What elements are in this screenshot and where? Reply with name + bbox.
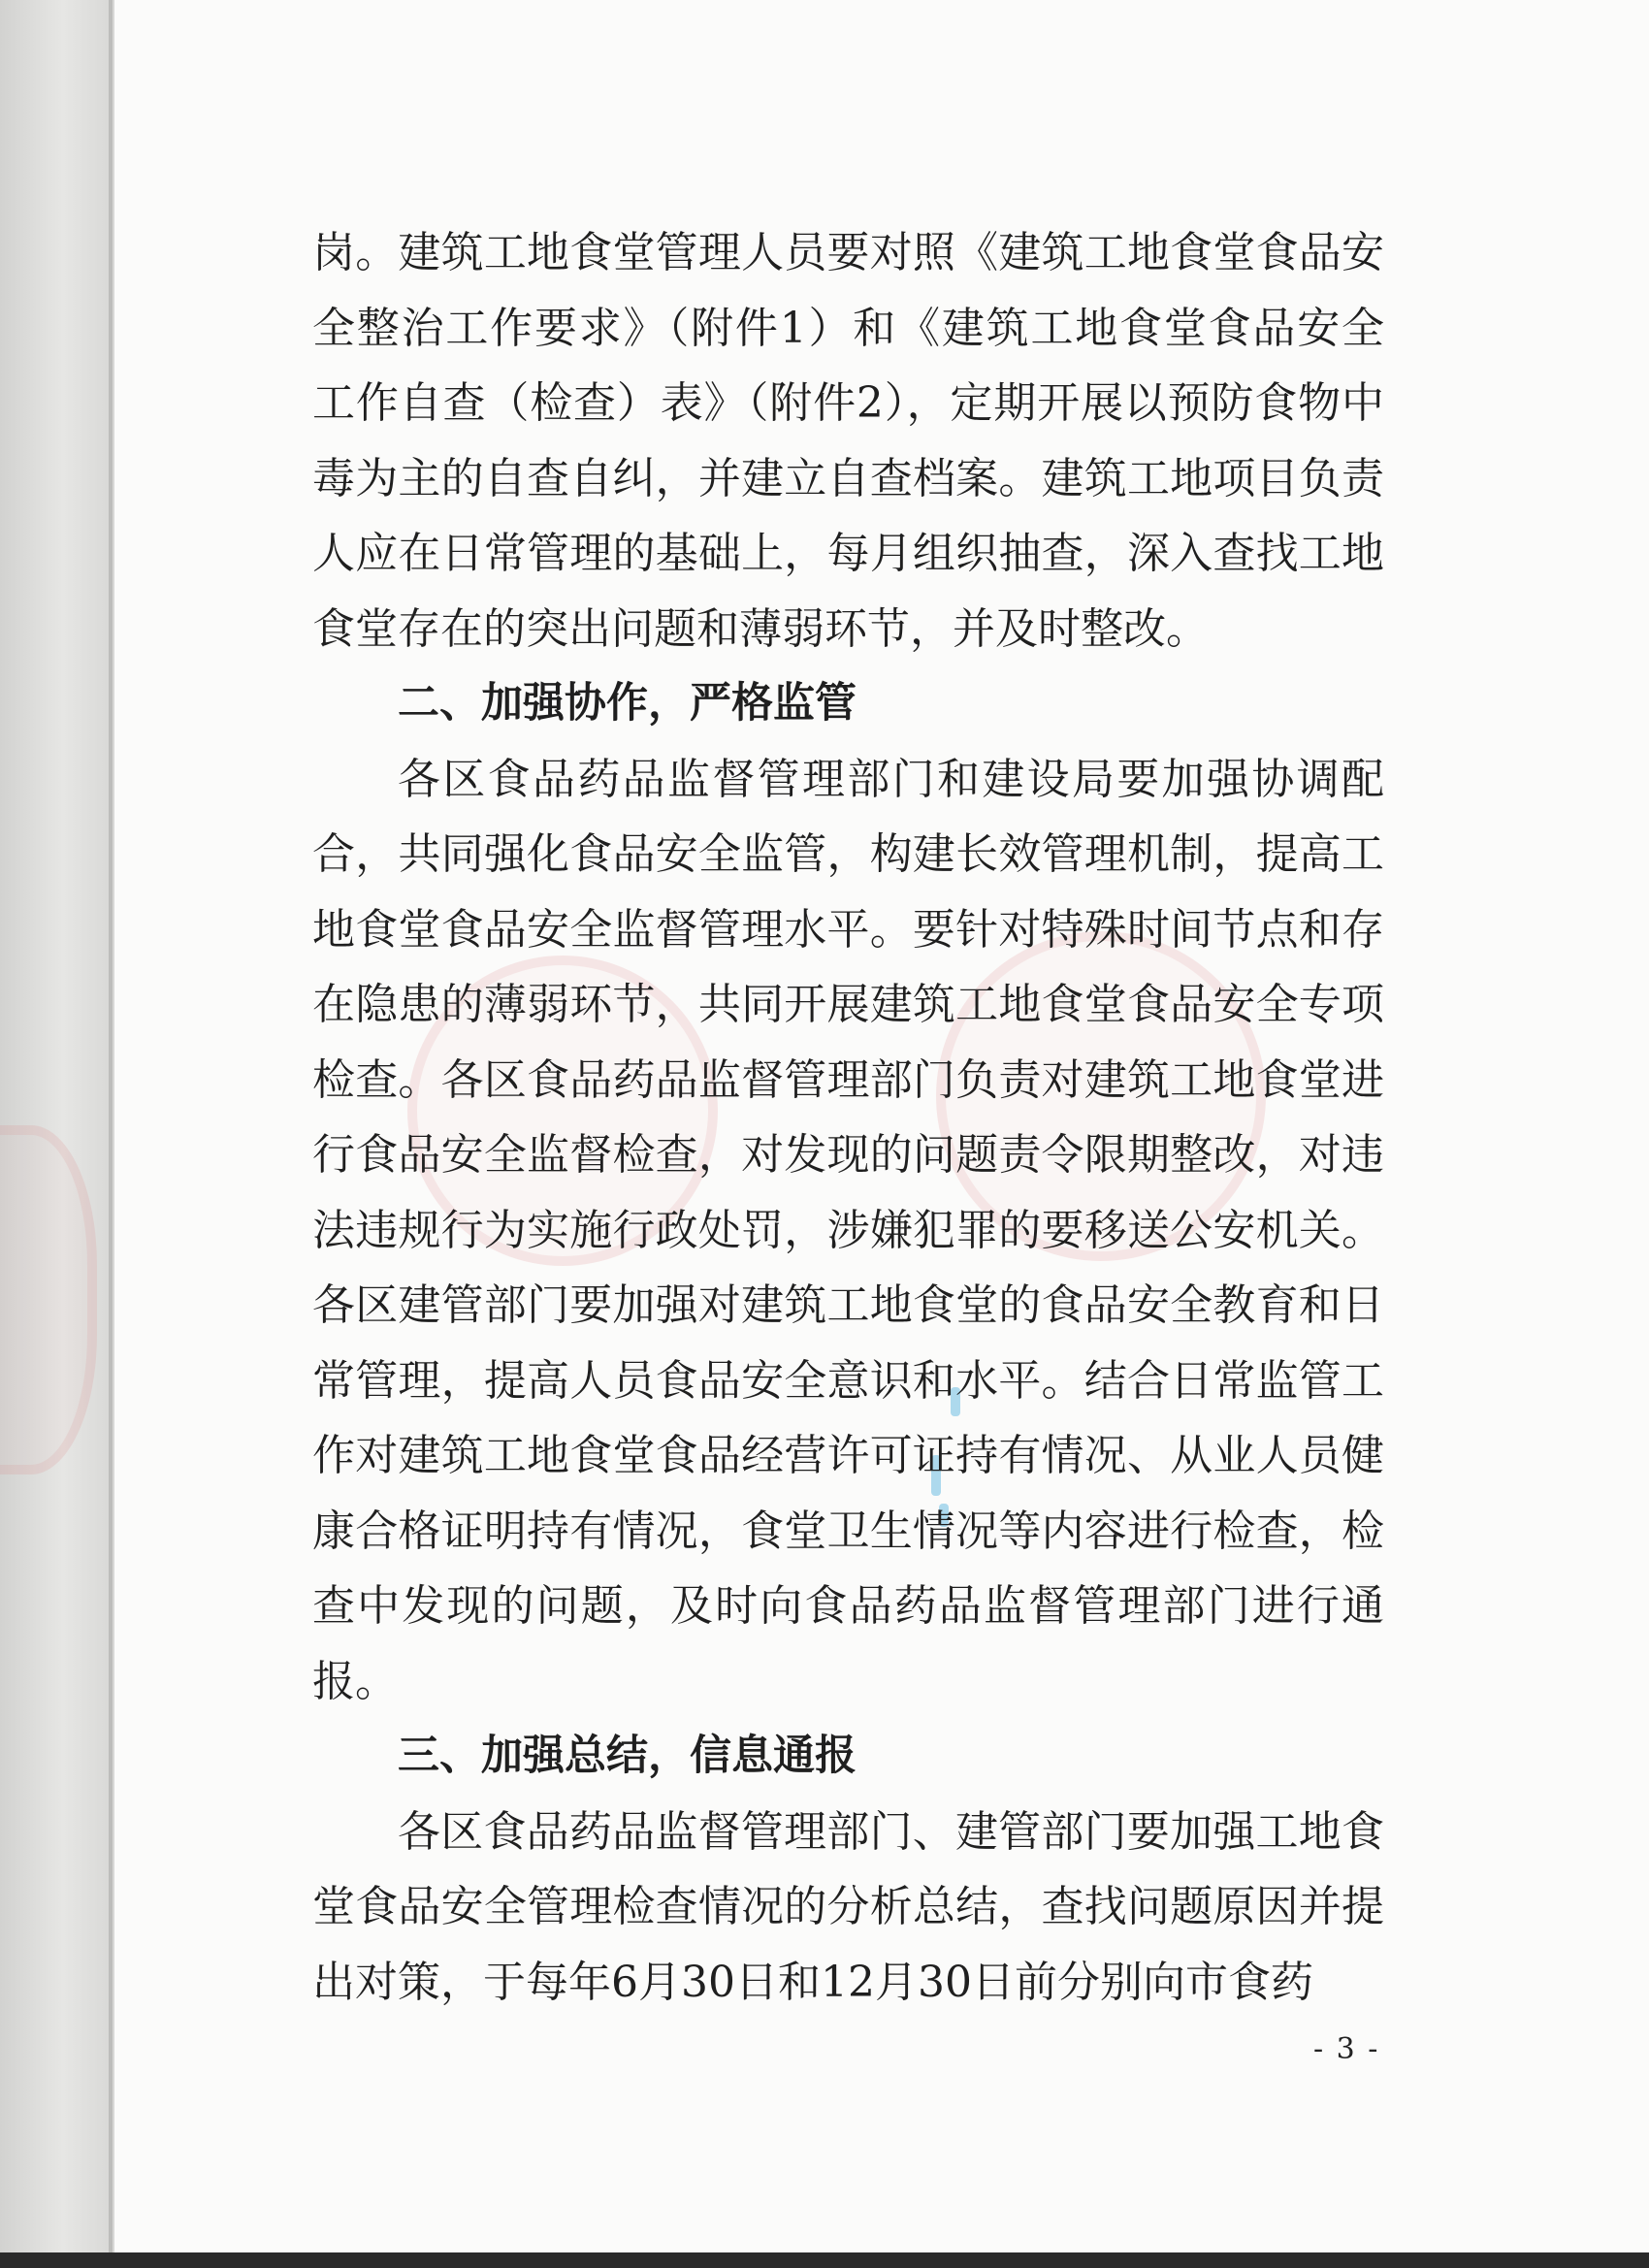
section-heading: 二、加强协作，严格监管 (398, 679, 857, 728)
document-body (312, 215, 1384, 2020)
scan-margin-edge (109, 0, 113, 2268)
paragraph: 各区食品药品监督管理部门和建设局要加强协调配合，共同强化食品安全监管，构建长效管理机制，提高工地食堂食品安全监督管理水平。要针对特殊时间节点和存在隐患的薄弱环节，共同开展建筑工地食堂食品安全专项检查。各区食品药品监督管理部门负责对建筑工地食堂进行食品安全监督检查，对发现的问题责令限期整改，对违法违规行为实施行政处罚，涉嫌犯罪的要移送公安机关。各区建管部门要加强对建筑工地食堂的食品安全教育和日常管理，提高人员食品安全意识和水平。结合日常监管工作对建筑工地食堂食品经营许可证持有情况、从业人员健康合格证明持有情况，食堂卫生情况等内容进行检查，检查中发现的问题，及时向食品药品监督管理部门进行通报。 (312, 754, 1384, 1706)
page-number: - 3 - (1313, 2032, 1380, 2066)
paragraph: 岗。建筑工地食堂管理人员要对照《建筑工地食堂食品安全整治工作要求》（附件1）和《建筑工地食堂食品安全工作自查（检查）表》（附件2），定期开展以预防食物中毒为主的自查自纠，并建立自查档案。建筑工地项目负责人应在日常管理的基础上，每月组织抽查，深入查找工地食堂存在的突出问题和薄弱环节，并及时整改。 (312, 228, 1384, 654)
scan-bottom-edge (0, 2252, 1649, 2268)
bleed-through-seal (0, 1125, 97, 1474)
paragraph: 各区食品药品监督管理部门、建管部门要加强工地食堂食品安全管理检查情况的分析总结，查找问题原因并提出对策，于每年6月30日和12月30日前分别向市食药 (312, 1806, 1384, 2007)
section-heading: 三、加强总结，信息通报 (398, 1732, 857, 1780)
